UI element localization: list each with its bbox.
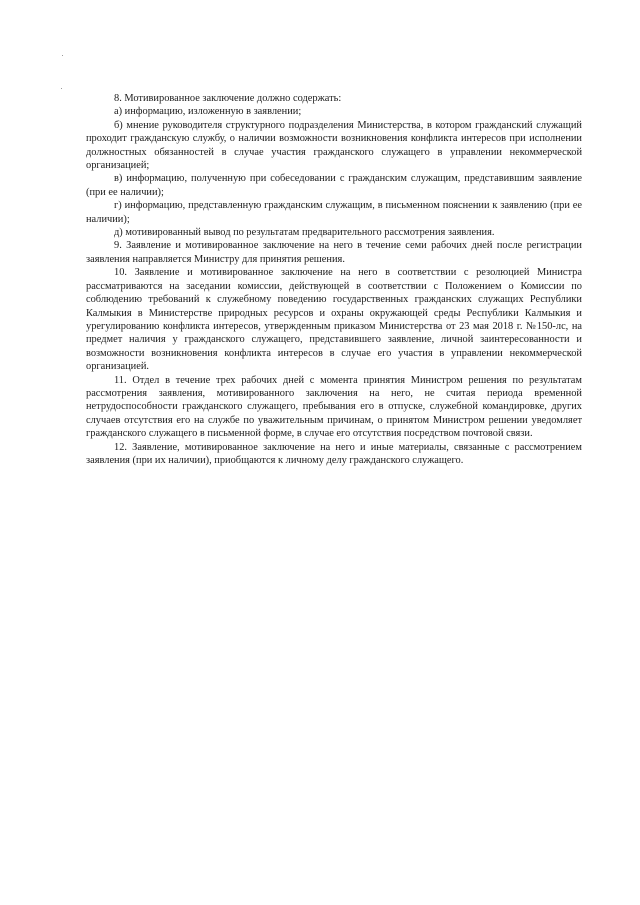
paragraph-12: 12. Заявление, мотивированное заключение на него и иные материалы, связанные с рассмотрением заявления (при их наличии), приобщаются к личному делу гражданского служащего. [86, 441, 582, 466]
paragraph-8v: в) информацию, полученную при собеседовании с гражданским служащим, представившим заявление (при ее наличии); [86, 173, 582, 198]
paragraph-9: 9. Заявление и мотивированное заключение на него в течение семи рабочих дней после регистрации заявления направляется Министру для принятия решения. [86, 240, 582, 265]
paragraph-8a: а) информацию, изложенную в заявлении; [114, 106, 302, 118]
paragraph-8: 8. Мотивированное заключение должно содержать: [114, 93, 342, 104]
paragraph-8g: г) информацию, представленную гражданским служащим, в письменном пояснении к заявлению (при ее наличии); [86, 200, 582, 225]
scan-speck [62, 55, 63, 56]
paragraph-11: 11. Отдел в течение трех рабочих дней с момента принятия Министром решения по результатам рассмотрения заявления, мотивированного заключения на него, не считая периода временной нетрудоспособности гражданского служащего, пребывания его в отпуске, служебной командировке, других случаев отсутствия его на службе по уважительным причинам, о принятом Министром решении уведомляет гражданского служащего в письменной форме, в случае его отсутствия посредством почтовой связи. [86, 374, 582, 440]
paragraph-10: 10. Заявление и мотивированное заключение на него в соответствии с резолюцией Министра рассматриваются на заседании комиссии, действующей в соответствии с Положением о Комиссии по соблюдению требований к служебному поведению государственных гражданских служащих Республики Калмыкия в Министерстве природных ресурсов и охраны окружающей среды Республики Калмыкия и урегулированию конфликта интересов, утвержденным приказом Министерства от 23 мая 2018 г. №150-лс, на предмет наличия у гражданского служащего, представившего заявление, личной заинтересованности и возможности возникновения конфликта интересов в случае его участия в управлении некоммерческой организацией. [86, 267, 582, 373]
document-body [86, 92, 582, 467]
scan-speck [61, 88, 62, 89]
paragraph-8d: д) мотивированный вывод по результатам предварительного рассмотрения заявления. [114, 227, 495, 239]
paragraph-8b: б) мнение руководителя структурного подразделения Министерства, в котором гражданский служащий проходит гражданскую службу, о наличии возможности возникновения конфликта интересов при исполнении должностных обязанностей в случае участия гражданского служащего в управлении некоммерческой организацией; [86, 119, 582, 172]
